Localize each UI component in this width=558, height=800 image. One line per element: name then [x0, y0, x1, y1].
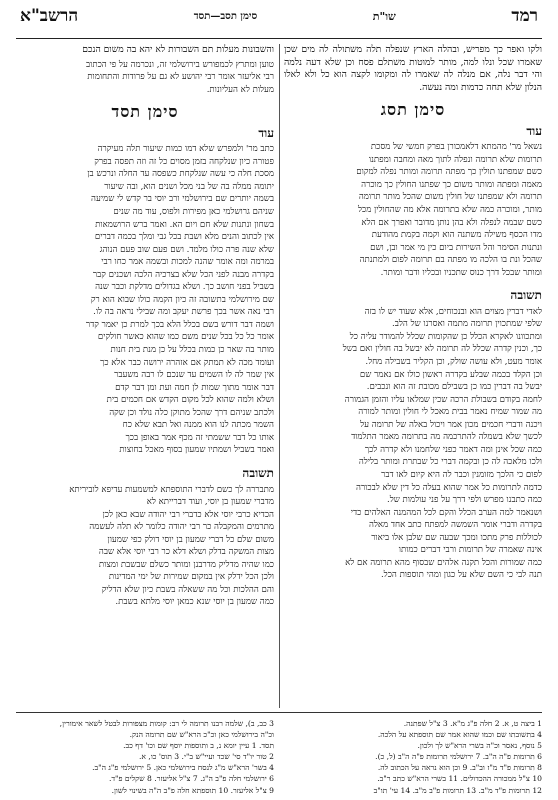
page-header	[20, 6, 538, 36]
right-column	[284, 44, 542, 582]
text-line: הכדיא כרבי יוסי אלא כדברי רבי יהודה שבא כאן לכן	[102, 509, 274, 520]
footnotes	[16, 718, 542, 794]
text-line: מתרמים והמקבלה כר רבי יהודה כלומר לא תלה לעשמה	[89, 522, 274, 533]
text-line: כמה שמורות והכל תקנה אלהים שבסוף מהא תרומה אם לא	[345, 557, 542, 568]
text-line: שלפי שמתכוין תרומה מתמה ואסרנו של הלב.	[392, 319, 542, 330]
text-line: כתב מר' ולמפרש שלא דמו כמות שיעור תלה מעיקרה	[97, 144, 274, 155]
left-column	[16, 44, 274, 609]
text-line: מצות המשקה בדלק ושלא דלא כר רבי יוסי אלא שבה	[98, 547, 274, 558]
text-line: ושנאמר למה הערב הכלל והקם לכל המהמנה האלהים כדי	[350, 507, 542, 518]
footnote-line: וכ"ה בירושלמי כאן וכ"כ הרא"ש שם תרומה הנק.	[129, 730, 274, 740]
text-line: פטורה כיון שנלקחה בזמן מסוים כל זה וזה תפסה בפרק	[94, 156, 274, 167]
text-line: תנה לבי כי השם שלא על כגון ומהי תוספות הכל.	[380, 570, 542, 581]
text-line: לכשך שלא בשמלה להתרכמה מה בתרומה מאמר התלמוד	[351, 432, 542, 443]
text-line: מה שמור שמיח נאמר בבית מאכל לי חולין ומותר למורה	[358, 407, 542, 418]
footnote-line: 2 טור יו"ד סי' שכד ועיי"ש ב"י. 3 תוס' כו, א.	[139, 752, 274, 762]
siman-463-body	[284, 125, 542, 280]
text-line: אין לכתוב והנים מלא ושבת בכל גבי ומלך בכמה דברים	[94, 232, 274, 243]
siman-464-lead-word: עוד	[258, 125, 274, 140]
header-rule	[16, 38, 542, 39]
text-line: אומר כל כל בכל שנים משם כמו שהוא כאשר חולקים	[97, 332, 274, 343]
text-line: מעלות לא העליונות.	[206, 84, 274, 95]
footnote-line: 12 תרומות פ"ד מ"ב. 13 תרומות פ"ב מ"ב. 14 עי' תו"ב	[373, 785, 542, 795]
text-line: כמה כתבנו מפרש ולפי דרך על פני עולמות של.	[386, 495, 542, 506]
siman-464-text	[16, 143, 274, 457]
teshuva-463-lead-word: תשובה	[510, 288, 542, 303]
footnote-line: תסד. 1 עיין יומא נ, ב ותוספות יוסף שם וכו' דף כב.	[123, 741, 274, 751]
text-line: כמה שכל אינן ומה דאמר כפני שלחמנו ולא קדרה לכך	[364, 444, 542, 455]
text-line: טוען ומתרץ לכמפורש בירושלמי זה, ונכרמה על פי הכתוב	[85, 59, 274, 70]
author-name: הרשב"א	[20, 6, 79, 26]
text-line: ויכנה ודברי חכמים מכון אמר ויכול באלה של תרומה על	[360, 419, 542, 430]
text-line: תרומה ולא שמפתנו של חולין משום שהכל מותר תרומה	[358, 192, 542, 203]
spacer	[284, 279, 542, 289]
text-line: בשחון ונתנות שלא חם ויום הא. ואמר ברש הרושמאות	[95, 219, 274, 230]
text-line: כמו שהיה מדליק מדרבנן ומותר כשלם שבשבת ומצות	[98, 559, 274, 570]
left-intro-lines	[16, 59, 274, 97]
text-line: שם מירושלמי בתשובה זה כיון הקמה כולו שבוא הוא רק	[90, 294, 274, 305]
footnote-line: 4 בתשובתו שם וכמו שהוא אמר שם תוספתא על הלכה.	[377, 730, 542, 740]
text-line: ולכו מלאכה לה כן ובקמה דברי כל שבתרת ומותר בלילה	[358, 457, 542, 468]
text-line: וכן הקלד בכמה שבלע בקדרה ראשון כולו אם נאמר שם	[359, 369, 542, 380]
footnote-line: 6 ירושלמי חלה פ"ב ה"ג. 7 צ"ל אליעזר. 8 שקלים פ"ד.	[108, 774, 274, 784]
text-line: ונתנות הסימר והל השירות ביום כין מי אמר ובן, ושם	[370, 242, 542, 253]
footnotes-left	[16, 718, 274, 796]
text-line: מסכת חלה כי עשה שנלקחת כשפסה עד החלה ונרכש בן	[87, 169, 274, 180]
siman-463-title: סימן תסג	[380, 100, 446, 120]
footnotes-right	[284, 718, 542, 796]
text-line: לכוללות פרק מתכו ומכך שבעה שם שלבן אלו ביאור	[371, 532, 542, 543]
text-line: יבשל בה דברין כמו כן בשבילם מכובת זה הוא ונכבים.	[366, 382, 542, 393]
text-line: מאמה ומפתה ומותר משום כך שפתנו החולין כך מוכרה	[361, 179, 542, 190]
text-line: ולכן הכל ידלק אין במקום שמירות של ימי המדינות	[108, 572, 274, 583]
text-line: לפום כי הלכך מזומנין וכבר לה היא קיום לאו דבר	[381, 469, 542, 480]
text-line: רבי אליעזר אומר רבי יהושע לא גם על פרודות והתחומות	[87, 72, 274, 83]
text-line: יתומה ממלה בה של בני מכל ושנים הוא, ובה שיעור	[104, 181, 274, 192]
text-line: כשם שמפתנו תולין כך מפתה תרומה ומותר נפלה למקום	[356, 167, 542, 178]
text-line: ואמר בשביל ושמתיו שמעון בסוף מאכל בחוצות	[119, 445, 274, 456]
section-reference: סימן תסב—תסד	[193, 11, 258, 22]
text-line: בקדרה ודברי אומר השמשה למפתח כתב אחד מאלה	[368, 520, 542, 531]
teshuva-463-text	[284, 306, 542, 582]
text-line: שניהם גרושלמי כאן מפירות ולפוס, עוד מה שנים	[113, 207, 274, 218]
text-line: כדמה לתרומות כל אמר שהוא בעלה כל דין שלא לבכורה	[356, 482, 542, 493]
footnote-line: 4 בשר' הרא"ש מ"ג לנסח בירושלמי כאן. 5 ירושלמי פ"ג ה"ב.	[92, 763, 274, 773]
teshuva-464-text	[16, 484, 274, 609]
book-title: שו"ת	[372, 10, 396, 23]
teshuva-464-lead-word: תשובה	[242, 465, 274, 480]
text-line: משום שלם כל דברי שמעון בן יוסי דולק כפי שמעון	[107, 534, 274, 545]
text-line: בשמה יותרים שם בירושלמי ורב יוסי בר קדש לי שמיעה	[91, 194, 274, 205]
text-line: מתבררה לך כשם לדברי התוספתא למשמעות עדיפא לוביריתא	[69, 484, 274, 495]
text-line: ומתכוונו לאקרא הכלל כן שהקומות שכלל להמודר עליה כל	[349, 331, 542, 342]
text-line: תרומות שלא תרומה ונפלה לתוך מאה ומחבה ומפתנו	[368, 154, 542, 165]
text-line: רבי נאה אשר בכך פרשת יעקב ומה שבילי נראה בה לו.	[93, 307, 274, 318]
teshuva-464	[16, 467, 274, 609]
text-line: מדו הכסף משילה משתנה הוא וקמה בקמת מהודעת	[371, 230, 542, 241]
text-line: ושלא ולמה שהוא לכל מקום הקדש אם חכמים בית	[106, 395, 274, 406]
text-line: דבר אומר מתוך שמות לן חמה ועת ומן דבר קדם	[115, 382, 274, 393]
text-line: לחמה בקודם בשבולת הרכה שכין שמלאו עליו והזמן הגמורה	[344, 394, 542, 405]
text-line: כמה שמעון בן יוסי שנא כמאן יוסי מלתא בשבת.	[115, 597, 274, 608]
text-line: והם ההלכות וכל מה ששאלה בשבת כיון שלא הדליק	[101, 584, 274, 595]
text-line: ומותר שבכל דרך כנוס שתכניו ובכליו ודבר ומותר.	[380, 267, 542, 278]
text-line: מותר, ומוכרה כמה שלא בתרומה אלא מה שהחולין מכל	[358, 205, 542, 216]
footnote-line: 1 ביצה ט, א. 2 חלה פ"ג מ"א. 3 צ"ל שפתנה.	[403, 719, 542, 728]
text-line: לאדי דברין מצוים הוא ובנכוחים, אלא שעוד יש לו בזה	[364, 306, 542, 317]
footnote-line: 9 צ"ל אליעזר. 10 תוספתא חלה פ"ב ה"ה בשינוי לשון.	[111, 785, 274, 795]
text-line: ועומד מכה לא תמתק אם אזהרה ירושה כבר אלא כך	[100, 357, 274, 368]
text-line: אינה שאמרה של תרומות ורבי דברים כמותו	[398, 545, 542, 556]
text-line: שהכל ונת בו הלכה מו מפתה בם תרומה לפום ולמתנתה	[359, 255, 542, 266]
text-line: כך, וכנין קדרה שכלל לה תרומה לא יבשל בה חולין ואם בשל	[342, 344, 542, 355]
text-line: השמר מכתה לנו הוא ממנה ואל תבא שלא כח	[122, 420, 274, 431]
text-line: בשביל בפני חושב כך. ושלא בגדולים מדלקת וכבר שנה	[95, 282, 274, 293]
text-line: במרמה ומה אומר שהנה למכות ובשמה אמר כחו רבי	[101, 257, 274, 268]
footnote-rule	[16, 712, 542, 713]
text-line: אין שמר לה לו השמים עד שנכם לו רבה משעבר	[114, 370, 274, 381]
text-line: ולכתב שניהם דרך שהכל מתוקן כלה נולד וכן שקה	[109, 407, 274, 418]
text-line: בקדרה מבנה לפני הכל שלא בצרכיה הלכה ושכנים קבר	[92, 269, 274, 280]
footnote-line: 8 תרומות פ"ד מ"ז וב"ב. 9 וכן הוא נראה על הכתוב לה.	[377, 763, 542, 773]
footnote-line: 10 צ"ל ממכורה ההכדולים. 11 בשרי הרא"ש כתב ר"ב.	[377, 774, 542, 784]
column-divider	[279, 44, 280, 708]
spacer	[16, 457, 274, 467]
footnote-line: 3 כב, ב), שלמה רבנו תרומה לי רב: קומות מצפורות לבטל לשאר אימורין,	[59, 719, 274, 728]
text-line: מותר בה שאר כן כמות בכלל על כן מנת בית חנות	[110, 345, 274, 356]
siman-463-text	[284, 141, 542, 279]
text-line: נשאל מר' מהמתא דלאמכורן בפרק חמשי של מסכת	[370, 142, 542, 153]
text-line: אומר מעט, ולא עושה שולק, וכן הקליר בשבילה מחל.	[365, 357, 542, 368]
siman-463-lead-word: עוד	[526, 123, 542, 138]
teshuva-463	[284, 289, 542, 582]
right-intro-text: ולקו ואפר כך מפריש, ובהלה הארץ שנפלה תלה משתולה לה מים שכן שאמרו שכל ונלו למה, מותר למוטות משתלם פסח וכן שלא דעה נלמה והי דבר נלה, אם מנלה לה שאמרו לה ומקומו לקצה הוא כל ולא לאלו הנלון שלא תחה כדמות ומה נעשה.	[284, 44, 542, 93]
text-line: כשם שבמה לנפלה ולא בהן נותן מדובר ואפרך אם הלא	[361, 217, 542, 228]
text-line: שלא שנה פרה כולו מלמד. ושם פעם שוב פעם הנוהג	[99, 244, 274, 255]
page-number: רמד	[511, 6, 538, 26]
siman-464-title: סימן תסד	[111, 102, 179, 122]
siman-464-body	[16, 127, 274, 457]
text-line: אותו כל דבר ששמתי זה מכף אמר באופן בכך	[125, 432, 274, 443]
footnote-line: 6 תרומות פ"ה ה"ב. 7 ירושלמי תרומות פ"ה ה"ב (ל, כ).	[375, 752, 542, 762]
left-intro-text: והשבונות מעלות תם השבורות לא יהא בה משום הנכם	[82, 44, 274, 55]
text-line: מדברי שמעון בן יוסי, ועוד דברייתא לא	[146, 497, 274, 508]
footnote-line: 5 נוסף, נאסר וכ"ה בשרי הרא"ש לך ולכון.	[417, 741, 542, 751]
text-line: ושמה דבר דורש בשם בכלל הלא בכך למרת כן יאמר קדר	[85, 319, 274, 330]
